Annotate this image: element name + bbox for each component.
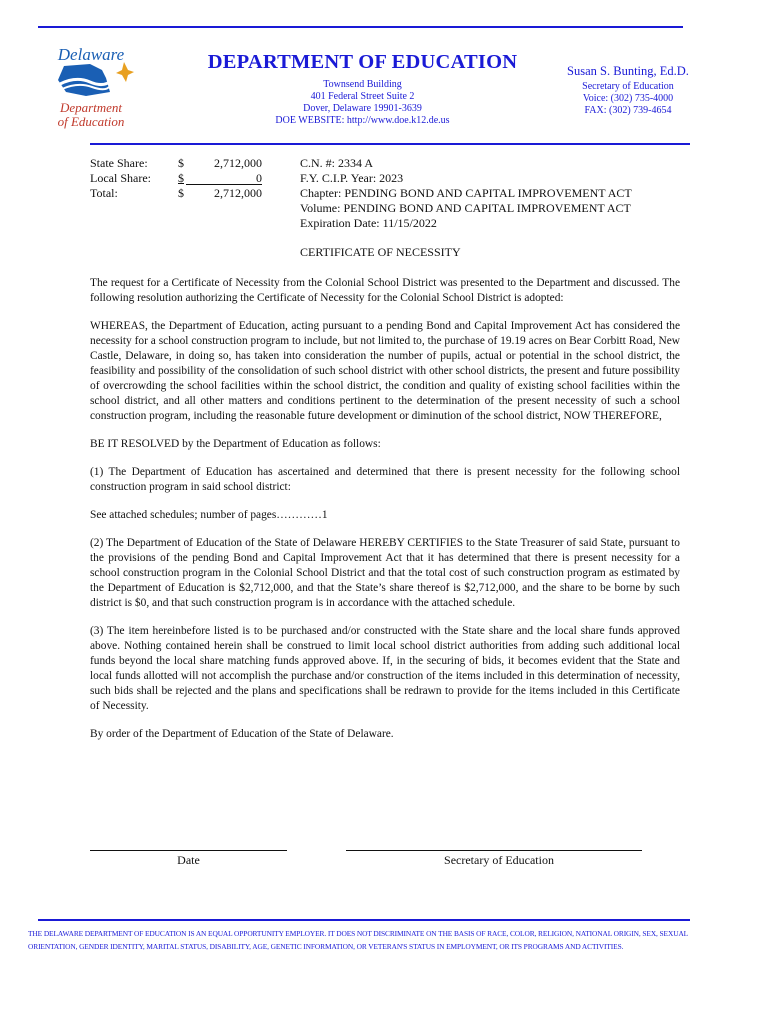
item-2-paragraph: (2) The Department of Education of the State of Delaware HEREBY CERTIFIES to the State Treasurer of said State, pursuant to the provisions of the pending Bond and Capital Improvement Act that it has determined that there is present necessity for a school construction program in the Colonial School District and that the total cost of such construction program as estimated by the Department of Education is $2,712,000, and that the State’s share thereof is $2,712,000, and the share to be borne by such district is $0, and that such construction program is in accordance with the attached schedule. [90, 537, 680, 609]
state-share-label: State Share: [90, 156, 148, 170]
item-1-paragraph: (1) The Department of Education has ascertained and determined that there is present necessity for the following school construction program in said school district: [90, 466, 680, 493]
state-share-currency: $ [178, 156, 184, 170]
chapter: Chapter: PENDING BOND AND CAPITAL IMPROVEMENT ACT [300, 186, 632, 200]
cn-number: C.N. #: 2334 A [300, 156, 374, 170]
secretary-title: Secretary of Education [582, 81, 674, 92]
total-amount: 2,712,000 [214, 186, 262, 200]
logo-word-delaware: Delaware [57, 45, 125, 64]
whereas-paragraph: WHEREAS, the Department of Education, acting pursuant to a pending Bond and Capital Improvement Act has considered the necessity for a school construction program to include, but not limited to, the purchase of 19.19 acres on Bear Corbitt Road, New Castle, Delaware, in doing so, has taken into consideration the number of pupils, actual or potential in the school district, the feasibility and possibility of the consolidation of such school district with other school districts, the present and future possibility of overcrowding the school facilities within the school district, the condition and quality of existing school facilities within the school district, and all other matters and conditions pertinent to the determination of the present necessity of such a school construction program, including the reasonable future development or diminution of the school district, NOW THEREFORE, [90, 320, 680, 422]
voice-number: Voice: (302) 735-4000 [582, 93, 674, 104]
local-share-row [90, 171, 270, 186]
fax-number: FAX: (302) 739-4654 [584, 105, 672, 116]
expiration-date: Expiration Date: 11/15/2022 [300, 216, 437, 230]
secretary-signature-line [346, 850, 642, 851]
local-share-label: Local Share: [90, 171, 151, 185]
date-label: Date [177, 853, 200, 867]
total-label: Total: [90, 186, 118, 200]
local-share-underline [186, 184, 262, 185]
footer-rule [38, 919, 690, 921]
secretary-label: Secretary of Education [444, 853, 554, 867]
state-share-row [90, 156, 270, 171]
share-summary [90, 156, 270, 201]
order-paragraph: By order of the Department of Education of the State of Delaware. [90, 728, 394, 740]
local-share-amount: 0 [256, 171, 262, 185]
delaware-doe-logo [46, 42, 136, 134]
schedule-paragraph: See attached schedules; number of pages…………1 [90, 509, 328, 521]
total-currency: $ [178, 186, 184, 200]
local-share-currency: $ [178, 171, 184, 185]
resolved-paragraph: BE IT RESOLVED by the Department of Education as follows: [90, 438, 381, 450]
certificate-title: CERTIFICATE OF NECESSITY [300, 245, 461, 259]
letterhead-center [205, 50, 520, 127]
logo-word-department: Department [59, 100, 123, 115]
resolution-body [90, 276, 680, 755]
logo-torch-flame [116, 62, 134, 82]
logo-word-of-education: of Education [57, 114, 125, 129]
secretary-name: Susan S. Bunting, Ed.D. [567, 64, 689, 78]
certificate-meta [300, 156, 632, 231]
building-name: Townsend Building [323, 79, 402, 90]
fiscal-year: F.Y. C.I.P. Year: 2023 [300, 171, 404, 185]
intro-paragraph: The request for a Certificate of Necessity from the Colonial School District was presented to the Department and discussed. The following resolution authorizing the Certificate of Necessity for the Colonial School District is adopted: [90, 277, 680, 304]
date-signature-line [90, 850, 287, 851]
website: DOE WEBSITE: http://www.doe.k12.de.us [275, 115, 450, 126]
item-3-paragraph: (3) The item hereinbefore listed is to be purchased and/or constructed with the State share and the local share funds approved above. Nothing contained herein shall be construed to limit local school district authorities from adding such additional local funds beyond the local share matching funds approved above. If, in the securing of bids, it becomes evident that the State and local funds allotted will not accomplish the purchase and/or construction of the items included in this determination of necessity, such bids shall be rejected and the plans and specifications shall be redrawn to provide for the items included in this Certificate of Necessity. [90, 625, 680, 712]
street-address: 401 Federal Street Suite 2 [310, 91, 415, 102]
letterhead-right [548, 64, 708, 117]
header-bottom-rule [90, 143, 690, 145]
department-title: DEPARTMENT OF EDUCATION [207, 51, 518, 73]
equal-opportunity-statement: THE DELAWARE DEPARTMENT OF EDUCATION IS AN EQUAL OPPORTUNITY EMPLOYER. IT DOES NOT DISCRIMINATE ON THE BASIS OF RACE, COLOR, RELIGION, NATIONAL ORIGIN, SEX, SEXUAL ORIENTATION, GENDER IDENTITY, MARITAL STATUS, DISABILITY, AGE, GENETIC INFORMATION, OR VETERAN'S STATUS IN EMPLOYMENT, OR ITS PROGRAMS AND ACTIVITIES. [28, 929, 688, 951]
city-address: Dover, Delaware 19901-3639 [303, 103, 422, 114]
total-row [90, 186, 270, 201]
header-top-rule [38, 26, 683, 28]
state-share-amount: 2,712,000 [214, 156, 262, 170]
volume: Volume: PENDING BOND AND CAPITAL IMPROVEMENT ACT [300, 201, 631, 215]
